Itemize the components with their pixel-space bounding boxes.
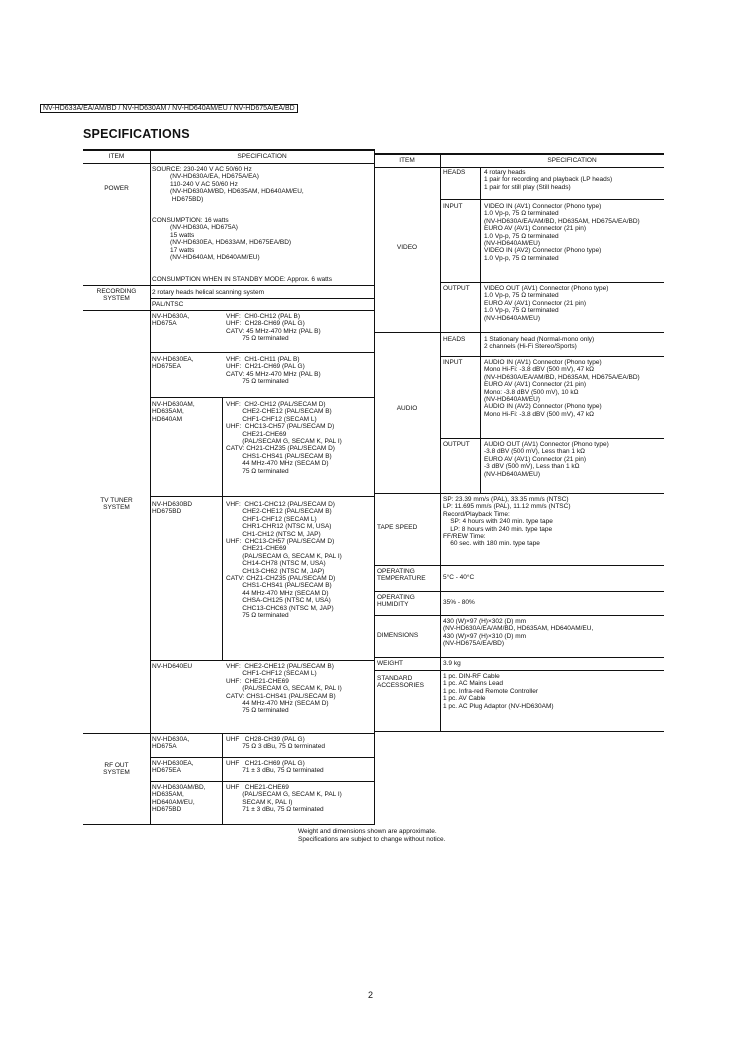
rf-spec: UHF CH28-CH39 (PAL G) 75 Ω 3 dBu, 75 Ω terminated bbox=[226, 736, 325, 751]
audio-input-label: INPUT bbox=[443, 359, 463, 366]
tuner-item: TV TUNER SYSTEM bbox=[100, 497, 133, 512]
power-standby: CONSUMPTION WHEN IN STANDBY MODE: Approx. 6 watts bbox=[152, 276, 332, 283]
audio-output: AUDIO OUT (AV1) Connector (Phono type) -3.8 dBV (500 mV), Less than 1 kΩ EURO AV (AV1) Connector (21 pin) -3 dBV (500 mV), Less than 1 kΩ (NV-HD640AM/EU) bbox=[484, 441, 609, 478]
power-consumption: CONSUMPTION: 16 watts (NV-HD630A, HD675A) 15 watts (NV-HD630EA, HD633AM, HD675EA/BD) 17 watts (NV-HD640AM, HD640AM/EU) bbox=[152, 217, 292, 262]
acc-spec: 1 pc. DIN-RF Cable 1 pc. AC Mains Lead 1 pc. Infra-red Remote Controller 1 pc. AV Cable 1 pc. AC Plug Adaptor (NV-HD630AM) bbox=[443, 673, 554, 710]
video-output: VIDEO OUT (AV1) Connector (Phono type) 1.0 Vp-p, 75 Ω terminated EURO AV (AV1) Connector (21 pin) 1.0 Vp-p, 75 Ω terminated (NV-HD640AM/EU) bbox=[484, 285, 609, 322]
tuner-spec: VHF: CH0-CH12 (PAL B) UHF: CH28-CH69 (PAL G) CATV: 45 MHz-470 MHz (PAL B) 75 Ω terminated bbox=[226, 313, 321, 343]
tape-item: TAPE SPEED bbox=[377, 524, 418, 531]
tuner-spec: VHF: CHC1-CHC12 (PAL/SECAM D) CHE2-CHE12 (PAL/SECAM B) CHF1-CHF12 (SECAM L) CHR1-CHR12 (NTSC M, USA) CH1-CH12 (NTSC M, JAP) UHF: CHC13-CH57 (PAL/SECAM D) CHE21-CHE69 (PAL/SECAM G, SECAM K, PAL I) CH14-CH78 (NTSC M, USA) CH13-CH62 (NTSC M, JAP) CATV: CHZ1-CHZ35 (PAL/SECAM D) CHS1-CHS41 (PAL/SECAM B) 44 MHz-470 MHz (SECAM D) CHSA-CH125 (NTSC M, USA) CHC13-CHC63 (NTSC M, JAP) 75 Ω terminated bbox=[226, 501, 342, 620]
tuner-spec: VHF: CHE2-CHE12 (PAL/SECAM B) CHF1-CHF12 (SECAM L) UHF: CHE21-CHE69 (PAL/SECAM G, SECAM K, PAL I) CATV: CHS1-CHS41 (PAL/SECAM B) 44 MHz-470 MHz (SECAM D) 75 Ω terminated bbox=[226, 663, 342, 715]
weight-item: WEIGHT bbox=[377, 660, 403, 667]
palntsc-label: PAL/NTSC bbox=[152, 301, 184, 308]
video-input-label: INPUT bbox=[443, 203, 463, 210]
audio-input: AUDIO IN (AV1) Connector (Phono type) Mono Hi-Fi: -3.8 dBV (500 mV), 47 kΩ (NV-HD630A/EA/AM/BD, HD635AM, HD675A/EA/BD) EURO AV (AV1) Connector (21 pin) Mono: -3.8 dBV (500 mV), 10 kΩ (NV-HD640AM/EU) AUDIO IN (AV2) Connector (Phono type) Mono Hi-Fi: -3.8 dBV (500 mV), 47 kΩ bbox=[484, 359, 640, 418]
tuner-spec: VHF: CH1-CH11 (PAL B) UHF: CH21-CH69 (PAL G) CATV: 45 MHz-470 MHz (PAL B) 75 Ω terminated bbox=[226, 356, 321, 386]
recording-spec: 2 rotary heads helical scanning system bbox=[152, 289, 265, 296]
optemp-item: OPERATING TEMPERATURE bbox=[377, 568, 426, 583]
tuner-models: NV-HD630AM, HD635AM, HD640AM bbox=[152, 401, 195, 423]
tuner-spec: VHF: CH2-CH12 (PAL/SECAM D) CHE2-CHE12 (PAL/SECAM B) CHF1-CHF12 (SECAM L) UHF: CHC13-CH57 (PAL/SECAM D) CHE21-CHE69 (PAL/SECAM G, SECAM K, PAL I) CATV: CH21-CHZ35 (PAL/SECAM D) CHS1-CHS41 (PAL/SECAM B) 44 MHz-470 MHz (SECAM D) 75 Ω terminated bbox=[226, 401, 342, 475]
video-heads-label: HEADS bbox=[443, 169, 466, 176]
audio-output-label: OUTPUT bbox=[443, 441, 470, 448]
audio-heads: 1 Stationary head (Normal-mono only) 2 channels (Hi-Fi Stereo/Sports) bbox=[484, 336, 595, 351]
tuner-models: NV-HD630EA, HD675EA bbox=[152, 356, 194, 371]
tuner-models: NV-HD630BD HD675BD bbox=[152, 501, 193, 516]
tape-spec: SP: 23.39 mm/s (PAL), 33.35 mm/s (NTSC) LP: 11.695 mm/s (PAL), 11.12 mm/s (NTSC) Record/Playback Time: SP: 4 hours with 240 min. type tape LP: 8 hours with 240 min. type tape FF/REW Time: 60 sec. with 180 min. type tape bbox=[443, 496, 571, 548]
video-item: VIDEO bbox=[396, 244, 418, 251]
acc-item: STANDARD ACCESSORIES bbox=[377, 675, 424, 690]
rf-spec: UHF CH21-CH69 (PAL G) 71 ± 3 dBu, 75 Ω terminated bbox=[226, 760, 324, 775]
ophum-item: OPERATING HUMIDITY bbox=[377, 594, 415, 609]
audio-item: AUDIO bbox=[396, 405, 418, 412]
tuner-models: NV-HD630A, HD675A bbox=[152, 313, 190, 328]
dim-spec: 430 (W)×97 (H)×302 (D) mm (NV-HD630A/EA/AM/BD, HD635AM, HD640AM/EU, 430 (W)×97 (H)×310 (D) mm (NV-HD675A/EA/BD) bbox=[443, 618, 594, 648]
page-title: SPECIFICATIONS bbox=[83, 127, 190, 141]
video-output-label: OUTPUT bbox=[443, 285, 470, 292]
right-item-header: ITEM bbox=[399, 157, 415, 164]
dim-item: DIMENSIONS bbox=[377, 632, 419, 639]
right-spec-header: SPECIFICATION bbox=[547, 157, 597, 164]
tuner-models: NV-HD640EU bbox=[152, 663, 193, 670]
optemp-spec: 5°C - 40°C bbox=[443, 574, 475, 581]
rf-models: NV-HD630A, HD675A bbox=[152, 736, 190, 751]
recording-item: RECORDING SYSTEM bbox=[96, 288, 137, 303]
audio-heads-label: HEADS bbox=[443, 336, 466, 343]
footnote: Weight and dimensions shown are approximate. Specifications are subject to change without notice. bbox=[298, 828, 446, 843]
rf-models: NV-HD630AM/BD, HD635AM, HD640AM/EU, HD675BD bbox=[152, 784, 206, 814]
rf-spec: UHF CHE21-CHE69 (PAL/SECAM G, SECAM K, PAL I) SECAM K, PAL I) 71 ± 3 dBu, 75 Ω terminated bbox=[226, 784, 342, 814]
left-item-header: ITEM bbox=[108, 153, 125, 160]
page-number: 2 bbox=[368, 990, 374, 1000]
rf-item: RF OUT SYSTEM bbox=[103, 762, 130, 777]
rf-models: NV-HD630EA, HD675EA bbox=[152, 760, 194, 775]
ophum-spec: 35% - 80% bbox=[443, 599, 475, 606]
weight-spec: 3.9 kg bbox=[443, 660, 461, 667]
power-source: SOURCE: 230-240 V AC 50/60 Hz (NV-HD630A/EA, HD675A/EA) 110-240 V AC 50/60 Hz (NV-HD630AM/BD, HD635AM, HD640AM/EU, HD675BD) bbox=[152, 166, 304, 203]
power-item: POWER bbox=[104, 185, 129, 192]
video-heads: 4 rotary heads 1 pair for recording and playback (LP heads) 1 pair for still play (Still heads) bbox=[484, 169, 613, 191]
video-input: VIDEO IN (AV1) Connector (Phono type) 1.0 Vp-p, 75 Ω terminated (NV-HD630A/EA/AM/BD, HD635AM, HD675A/EA/BD) EURO AV (AV1) Connector (21 pin) 1.0 Vp-p, 75 Ω terminated (NV-HD640AM/EU) VIDEO IN (AV2) Connector (Phono type) 1.0 Vp-p, 75 Ω terminated bbox=[484, 203, 640, 262]
model-header: NV-HD633A/EA/AM/BD / NV-HD630AM / NV-HD640AM/EU / NV-HD675A/EA/BD bbox=[40, 104, 298, 113]
left-spec-header: SPECIFICATION bbox=[237, 153, 287, 160]
